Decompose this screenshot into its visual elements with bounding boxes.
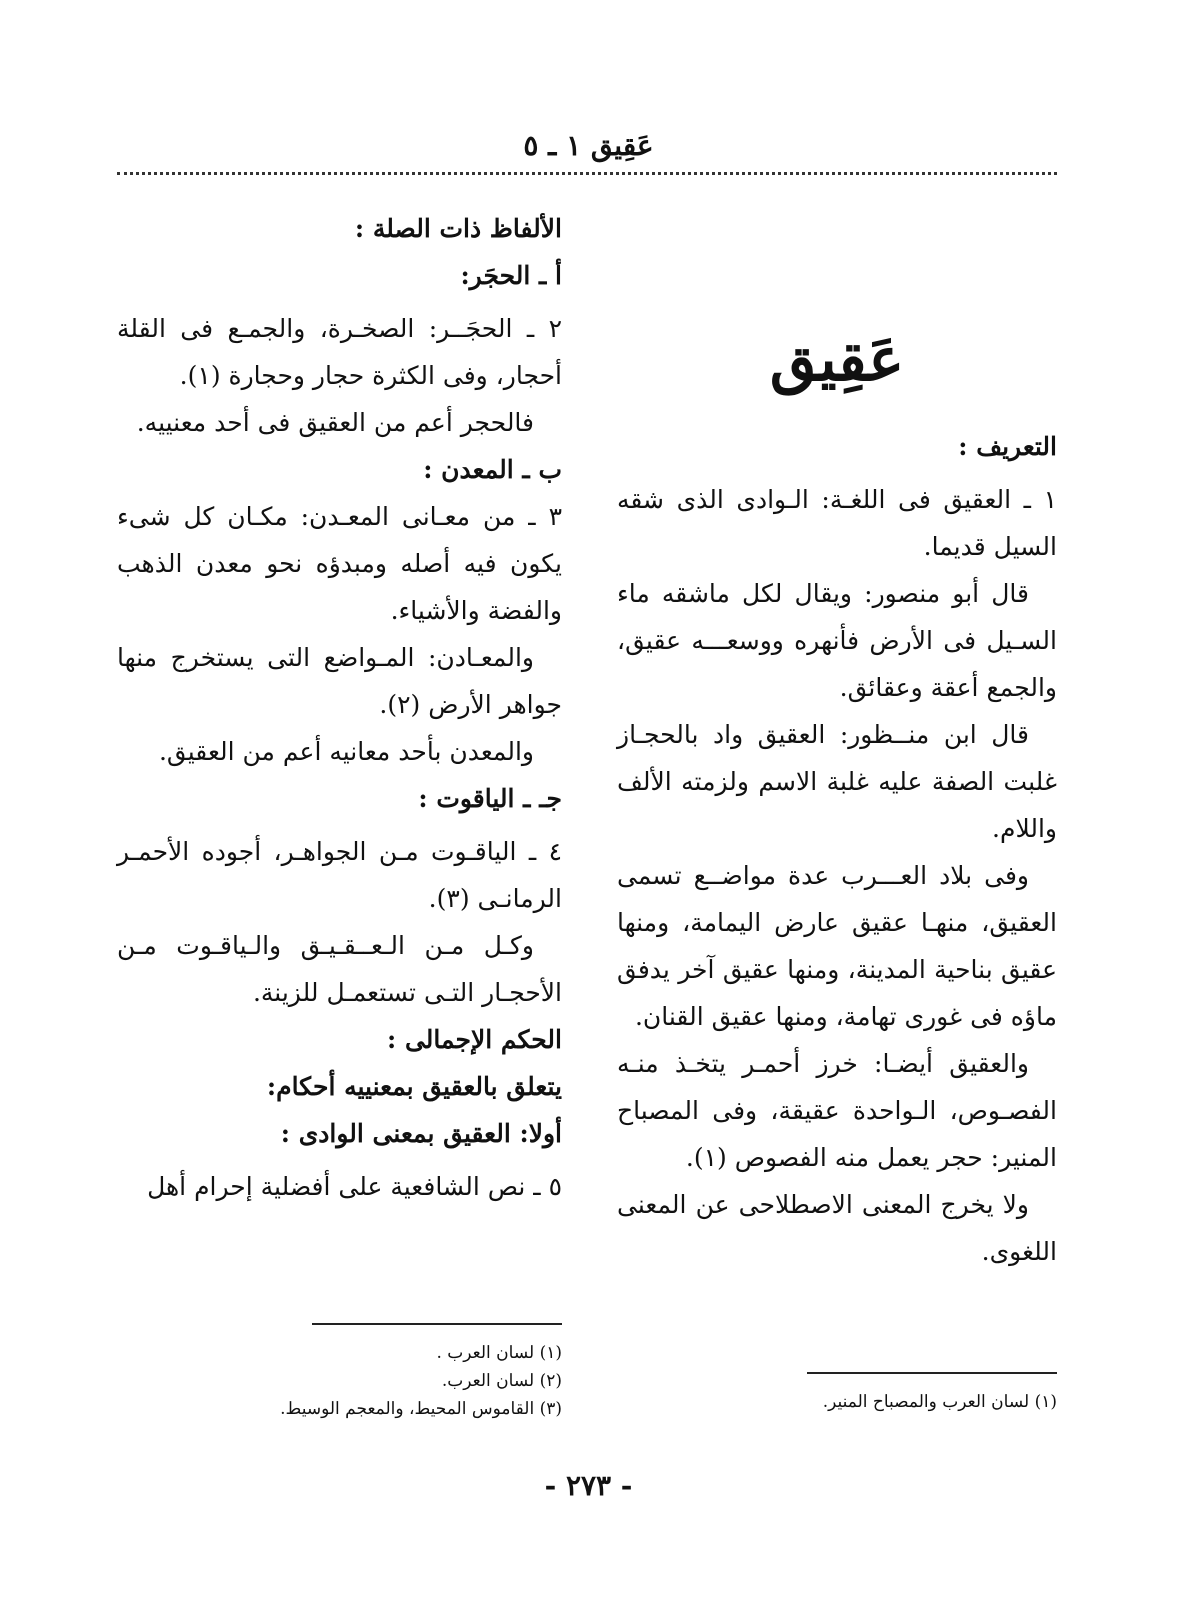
running-head: عَقِيق ١ ـ ٥ [523, 129, 654, 162]
paragraph-mineral-b: والمعـادن: المـواضع التى يستخرج منها جواهر الأرض (٢). [117, 643, 562, 719]
footnote-rule [807, 1372, 1057, 1374]
left-footnotes [117, 1323, 562, 1423]
subheading-ruby: جـ ـ الياقوت : [418, 784, 562, 813]
ruling-subheading: يتعلق بالعقيق بمعنييه أحكام: [266, 1072, 562, 1101]
paragraph-ruby: ٤ ـ الياقـوت مـن الجواهـر، أجوده الأحمـر الرمانـى (٣). [117, 837, 562, 913]
definition-paragraph: والعقيق أيضـا: خرز أحمـر يتخـذ منـه الفصـوص، الـواحدة عقيقة، وفى المصباح المنير: حجر يعمل منه الفصوص (١). [617, 1049, 1057, 1172]
paragraph-ruby-b: وكـل مـن الـعــقـيـق والـياقـوت مـن الأحجـار التـى تستعمـل للزينة. [117, 931, 562, 1007]
footnote: (١) لسان العرب . [436, 1343, 562, 1363]
paragraph-mineral-c: والمعدن بأحد معانيه أعم من العقيق. [158, 737, 534, 766]
first-section-heading: أولا: العقيق بمعنى الوادى : [280, 1119, 562, 1148]
footnote: (٢) لسان العرب. [441, 1371, 562, 1391]
footnote: (١) لسان العرب والمصباح المنير. [822, 1392, 1057, 1412]
paragraph-five: ٥ ـ نص الشافعية على أفضلية إحرام أهل [147, 1172, 562, 1201]
footnote: (٣) القاموس المحيط، والمعجم الوسيط. [280, 1399, 562, 1419]
definition-paragraph: قال أبو منصور: ويقال لكل ماشقه ماء السـيل فى الأرض فأنهره ووسعـــه عقيق، والجمع أعقة وعقائق. [617, 579, 1057, 702]
paragraph-stone-note: فالحجر أعم من العقيق فى أحد معنييه. [136, 408, 534, 437]
paragraph-stone: ٢ ـ الحجَــر: الصخـرة، والجمـع فى القلة أحجار، وفى الكثرة حجار وحجارة (١). [117, 314, 562, 390]
footnote-rule [312, 1323, 562, 1325]
definition-paragraph: ولا يخرج المعنى الاصطلاحى عن المعنى اللغوى. [617, 1190, 1057, 1266]
paragraph-mineral: ٣ ـ من معـانى المعـدن: مكـان كل شىء يكون فيه أصله ومبدؤه نحو معدن الذهب والفضة والأشياء. [117, 502, 562, 625]
header-divider [117, 172, 1057, 175]
page-number: - ٢٧٣ - [544, 1469, 633, 1502]
entry-title: عَقِيق [769, 325, 905, 395]
right-footnotes [617, 1372, 1057, 1416]
definition-paragraph: ١ ـ العقيق فى اللغـة: الـوادى الذى شقه السيل قديما. [617, 485, 1057, 561]
definition-paragraph: قال ابن منــظور: العقيق واد بالحجـاز غلبت الصفة عليه غلبة الاسم ولزمته الألف واللام. [617, 720, 1057, 843]
subheading-mineral: ب ـ المعدن : [423, 455, 562, 484]
definition-paragraph: وفى بلاد العـــرب عدة مواضــع تسمى العقيق، منهـا عقيق عارض اليمامة، ومنها عقيق بناحية المدينة، ومنها عقيق آخر يدفق ماؤه فى غورى تهامة، ومنها عقيق القنان. [617, 861, 1057, 1031]
subheading-stone: أ ـ الحجَر: [460, 261, 562, 290]
right-column [617, 185, 1057, 1275]
definition-heading: التعريف : [958, 432, 1057, 461]
ruling-heading: الحكم الإجمالى : [387, 1025, 562, 1054]
left-column [117, 205, 562, 1210]
related-terms-heading: الألفاظ ذات الصلة : [354, 214, 562, 243]
